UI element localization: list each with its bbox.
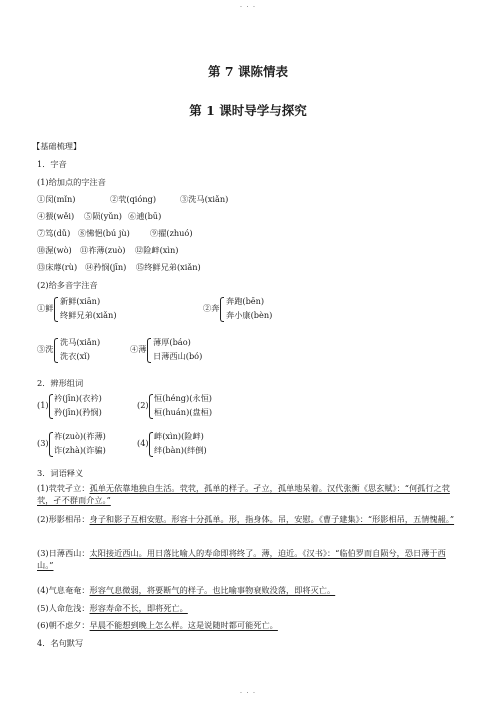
definition-answer: 形容气息微弱，将要断气的样子。也比喻事物衰败没落，即将灭亡。: [89, 585, 336, 595]
pinyin-item: ③洗马(xiǎn): [180, 194, 229, 204]
pinyin-item: ②茕(qióng): [110, 194, 157, 204]
definition-term: (1)茕茕孑立：: [37, 483, 90, 493]
group-item: 日薄西山(bó): [153, 351, 203, 361]
pinyin-item: ⑦笃(dǔ): [37, 228, 71, 238]
group-item: 绊(bàn)(绊倒): [154, 445, 207, 455]
brace: [49, 394, 53, 419]
group-item: 衅(xìn)(险衅): [154, 431, 204, 441]
group-label: ①鲜: [37, 303, 54, 313]
section-heading: 【基础梳理】: [32, 141, 82, 151]
group-item: 衿(jīn)(衣衿): [54, 393, 102, 403]
definition-term: (3)日薄西山：: [37, 548, 90, 558]
group-item: 诈(zhà)(诈骗): [54, 445, 106, 455]
polyphone-group-xian: [37, 296, 207, 322]
definition-answer: 形容寿命不长，即将死亡。: [89, 603, 188, 613]
group-item: 恒(héng)(永恒): [154, 393, 212, 403]
group-item: 薄厚(báo): [153, 337, 191, 347]
group-item: 终鲜兄弟(xiǎn): [60, 310, 117, 320]
brace: [49, 432, 53, 457]
lesson-title: 第 7 课陈情表: [208, 64, 288, 79]
group-item: 桓(huán)(盘桓): [154, 407, 213, 417]
pinyin-item: ⑪祚薄(zuò): [80, 245, 126, 255]
definition-term: (6)朝不虑夕：: [37, 620, 90, 630]
group-label: ③洗: [37, 344, 54, 354]
definition-term: (5)人命危浅：: [37, 603, 90, 613]
brace: [54, 338, 58, 363]
group-item: 奔跑(bēn): [226, 296, 265, 306]
group-label: (1): [37, 400, 49, 410]
pinyin-item: ⑭矜悯(jīn): [85, 262, 127, 272]
pinyin-item: ⑮终鲜兄弟(xiǎn): [136, 262, 201, 272]
definition-term: (4)气息奄奄：: [37, 585, 90, 595]
lesson-subtitle: 第 1 课时导学与探究: [189, 103, 307, 118]
pinyin-item: ⑥逋(bū): [128, 211, 162, 221]
brace: [220, 297, 224, 322]
group-item: 矜(jīn)(矜悯): [54, 407, 102, 417]
pinyin-item: ①闵(mǐn): [37, 194, 76, 204]
group-label: ②奔: [203, 303, 220, 313]
group-item: 洗衣(xǐ): [60, 351, 90, 361]
brace: [149, 394, 153, 419]
group-item: 洗马(xiǎn): [60, 337, 101, 347]
form-group-4: [137, 431, 257, 457]
brace: [149, 432, 153, 457]
header-dots: · · ·: [239, 3, 257, 11]
definition-item: [37, 547, 462, 571]
pinyin-item: ④猥(wěi): [37, 211, 75, 221]
definition-item: [37, 584, 462, 596]
s1-q2-heading: (2)给多音字注音: [37, 280, 98, 290]
pinyin-item: ⑤陨(yǔn): [84, 211, 122, 221]
group-item: 奔小康(bèn): [226, 310, 273, 320]
s1-heading: 1．字音: [37, 159, 67, 169]
pinyin-item: ⑨擢(zhuó): [150, 228, 193, 238]
pinyin-item: ⑩渥(wò): [37, 245, 72, 255]
definition-answer: 太阳接近西山。用日落比喻人的寿命即将终了。薄，迫近。《汉书》：“临伯罗而自陨兮，恐日薄于西山。”: [37, 548, 446, 570]
form-group-3: [37, 431, 137, 457]
group-label: (4): [137, 438, 149, 448]
definition-answer: 身子和影子互相安慰。形容十分孤单。形，指身体。吊，安慰。《曹子建集》：“形影相吊，五情愧赧。”: [89, 514, 455, 524]
definition-term: (2)形影相吊：: [37, 514, 90, 524]
definition-item: [37, 619, 462, 631]
form-group-2: [137, 393, 257, 419]
brace: [147, 338, 151, 363]
form-group-1: [37, 393, 137, 419]
group-item: 祚(zuò)(祚薄): [54, 431, 106, 441]
group-item: 新鲜(xiān): [60, 296, 101, 306]
definition-answer: 早晨不能想到晚上怎么样。这是说随时都可能死亡。: [89, 620, 278, 630]
group-label: (2): [137, 400, 149, 410]
s1-q1-heading: (1)给加点的字注音: [37, 177, 106, 187]
polyphone-group-ben: [203, 296, 373, 322]
definition-item: [37, 513, 462, 525]
pinyin-item: ⑧怫悒(bú jù): [78, 228, 130, 238]
s4-heading: 4．名句默写: [37, 638, 84, 648]
pinyin-item: ⑫险衅(xìn): [135, 245, 179, 255]
s2-heading: 2．辨形组词: [37, 378, 84, 388]
definition-answer: 孤单无依靠地独自生活。茕茕，孤单的样子。孑立，孤单地呆着。汉代张衡《思玄赋》：“何孤行之茕茕，孑不群而介立。”: [37, 483, 450, 505]
s3-heading: 3．词语释义: [37, 468, 84, 478]
polyphone-group-bao: [130, 337, 300, 363]
brace: [54, 297, 58, 322]
group-label: ④薄: [130, 344, 147, 354]
pinyin-item: ⑬床蓐(rù): [37, 262, 78, 272]
definition-item: [37, 482, 462, 506]
footer-dots: · · ·: [239, 689, 257, 697]
group-label: (3): [37, 438, 49, 448]
definition-item: [37, 602, 462, 614]
